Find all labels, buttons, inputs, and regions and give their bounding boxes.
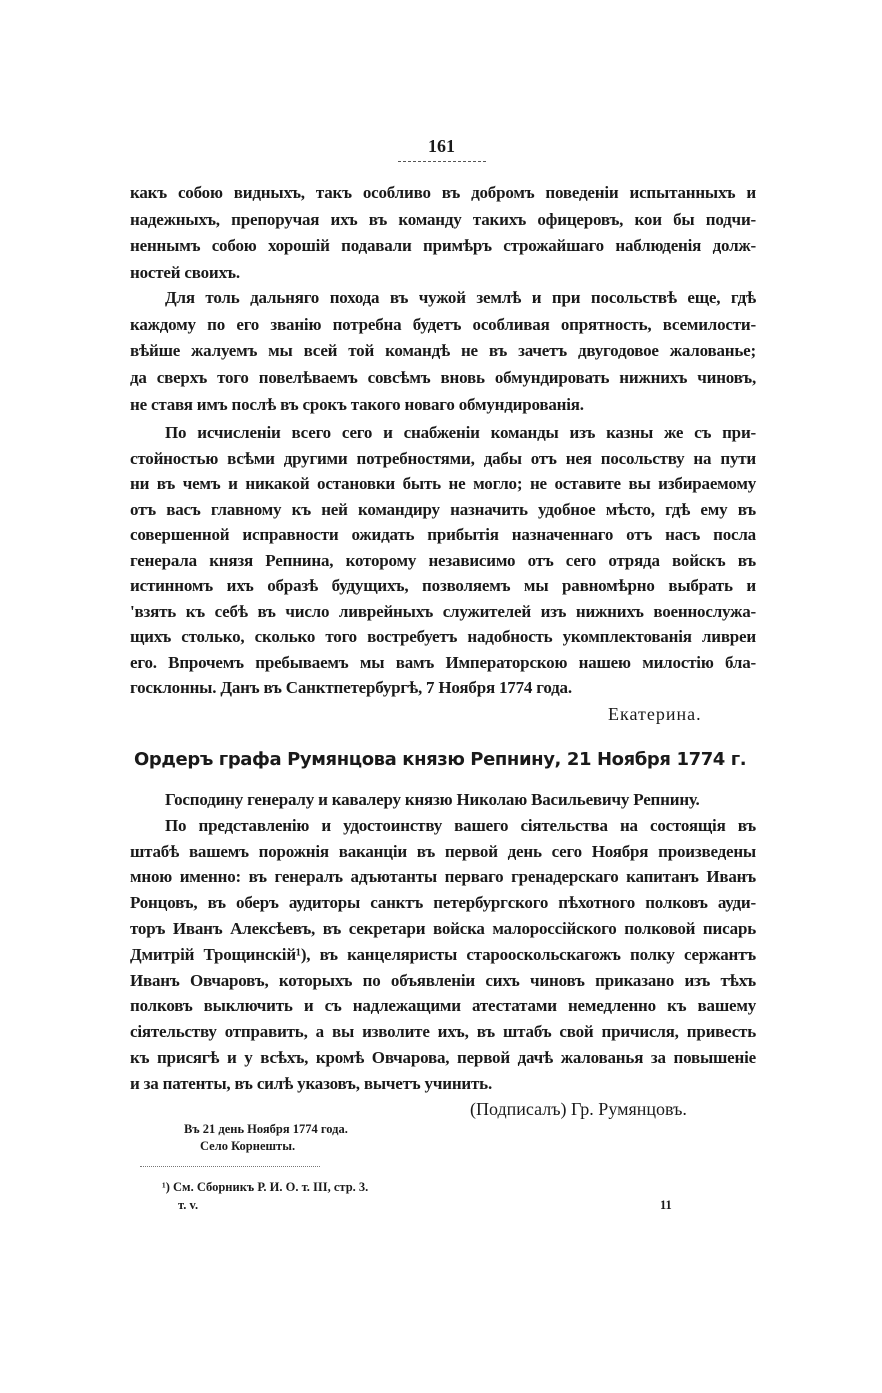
text-line: штабѣ вашемъ порожнія ваканціи въ первой день сего Ноября произведены (130, 841, 756, 861)
text-line: мною именно: въ генералъ адъютанты перваго гренадерскаго капитанъ Иванъ (130, 867, 756, 887)
text-line: каждому по его званію потребна будетъ особливая опрятность, всемилости- (130, 314, 756, 334)
text-line: къ присягѣ и у всѣхъ, кромѣ Овчарова, первой дачѣ жалованья за повышеніе (130, 1048, 756, 1067)
text-line: генерала князя Репнина, которому независимо отъ сего отряда войскъ въ (130, 550, 756, 570)
text-line: Господину генералу и кавалеру князю Николаю Васильевичу Репнину. (165, 790, 700, 809)
text-line: 'взять къ себѣ въ число ливрейныхъ служителей изъ нижнихъ военнослужа- (130, 601, 756, 621)
text-line: ни въ чемъ и никакой остановки быть не могло; не оставите вы избираемому (130, 474, 756, 493)
footnote: ¹) См. Сборникъ Р. И. О. т. III, стр. 3. (162, 1180, 369, 1194)
page-number: 161 (428, 136, 455, 156)
place-line: Село Корнешты. (200, 1139, 296, 1153)
text-line: не ставя имъ послѣ въ срокъ такого новаго обмундированія. (130, 394, 584, 414)
text-line: торъ Иванъ Алексѣевъ, въ секретари войска малороссійского полковой писарь (130, 919, 756, 938)
text-line: и за патенты, въ силѣ указовъ, вычетъ учинить. (130, 1073, 493, 1093)
text-line: какъ собою видныхъ, такъ особливо въ добромъ поведеніи испытанныхъ и (130, 183, 756, 202)
sheet-number: 11 (660, 1198, 672, 1212)
text-line: истинномъ ихъ образѣ будущихъ, позволяемъ мы равномѣрно выбрать и (130, 576, 756, 595)
signature-mark: т. v. (178, 1198, 199, 1212)
text-line: По представленію и удостоинству вашего сіятельства на состоящія въ (165, 815, 756, 835)
text-line: сіятельству отправить, а вы изволите ихъ, въ штабъ свой причисля, привесть (130, 1022, 756, 1042)
text-line: надежныхъ, препоручая ихъ въ команду такихъ офицеровъ, кои бы подчи- (130, 209, 756, 229)
text-line: Дмитрій Трощинскій¹), въ канцеляристы старооскольскагожъ полку сержантъ (130, 944, 756, 964)
header-rule (398, 161, 486, 162)
text-line: полковъ выключить и съ надлежащими атестатами немедленно къ вашему (130, 996, 756, 1016)
text-line: госклонны. Данъ въ Санктпетербургѣ, 7 Ноября 1774 года. (130, 678, 572, 697)
text-line: его. Впрочемъ пребываемъ мы вамъ Императорскою нашею милостію бла- (130, 652, 756, 672)
date-line: Въ 21 день Ноября 1774 года. (184, 1122, 348, 1136)
text-line: По исчисленіи всего сего и снабженіи команды изъ казны же съ при- (165, 423, 756, 442)
text-line: Иванъ Овчаровъ, которыхъ по объявленіи сихъ чиновъ приказано изъ тѣхъ (130, 970, 756, 990)
text-line: Ронцовъ, въ оберъ аудиторы санктъ петербургского пѣхотного полковъ ауди- (130, 893, 756, 913)
text-line: вѣйше жалуемъ мы всей той командѣ не въ зачетъ двугодовое жалованье; (130, 341, 756, 361)
text-line: неннымъ собою хорошій подавали примѣръ строжайшаго наблюденія долж- (130, 236, 756, 256)
text-line: щихъ столько, сколько того востребуетъ надобность укомплектованія ливреи (130, 627, 756, 646)
text-line: ностей своихъ. (130, 263, 240, 283)
text-line: да сверхъ того повелѣваемъ совсѣмъ вновь обмундировать нижнихъ чиновъ, (130, 368, 756, 388)
signature-ekaterina: Екатерина. (608, 704, 702, 724)
signature-rumyantsov: (Подписалъ) Гр. Румянцовъ. (470, 1099, 687, 1119)
text-line: стойностью всѣми другими потребностями, дабы отъ нея посольству на пути (130, 448, 756, 468)
text-line: Для толь дальняго похода въ чужой землѣ и при посольствѣ еще, гдѣ (165, 288, 756, 307)
text-line: совершенной исправности ожидать прибытія назначеннаго отъ насъ посла (130, 525, 756, 544)
footnote-separator (140, 1166, 320, 1167)
section-heading: Ордеръ графа Румянцова князю Репнину, 21 Ноября 1774 г. (134, 749, 747, 770)
text-line: отъ васъ главному къ ней командиру назначить удобное мѣсто, гдѣ ему въ (130, 499, 756, 519)
